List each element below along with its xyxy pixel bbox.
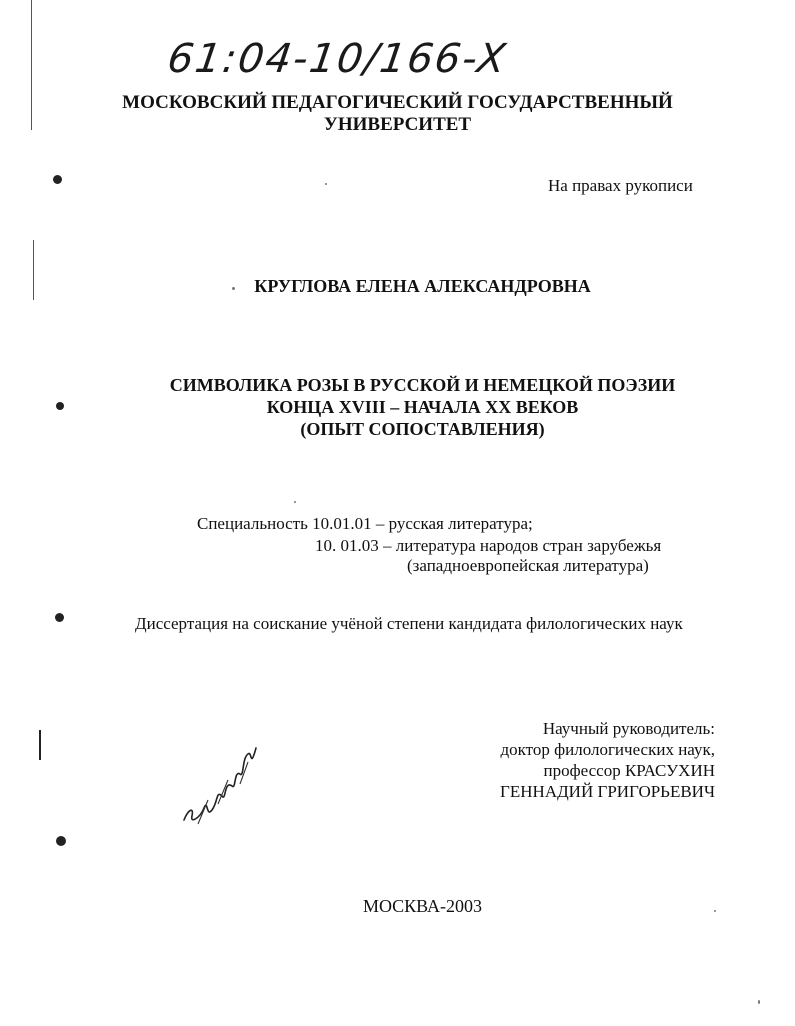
punch-hole-mark	[56, 836, 66, 846]
rights-notice: На правах рукописи	[548, 176, 693, 195]
specialty-line-1: Специальность 10.01.01 – русская литература;	[197, 514, 533, 533]
punch-hole-mark	[56, 402, 64, 410]
title-line-2: КОНЦА XVIII – НАЧАЛА XX ВЕКОВ	[266, 397, 579, 417]
university-line-1: МОСКОВСКИЙ ПЕДАГОГИЧЕСКИЙ ГОСУДАРСТВЕННЫЙ	[122, 92, 673, 113]
university-line-2: УНИВЕРСИТЕТ	[323, 114, 472, 135]
advisor-role: Научный руководитель:	[542, 719, 715, 738]
advisor-name-line-1: профессор КРАСУХИН	[543, 761, 715, 780]
title-line-1: СИМВОЛИКА РОЗЫ В РУССКОЙ И НЕМЕЦКОЙ ПОЭЗИИ	[169, 375, 676, 395]
advisor-degree: доктор филологических наук,	[500, 740, 715, 759]
author-name: КРУГЛОВА ЕЛЕНА АЛЕКСАНДРОВНА	[254, 276, 591, 296]
scan-speck	[758, 1000, 760, 1004]
university-name	[0, 92, 795, 136]
title-line-3: (ОПЫТ СОПОСТАВЛЕНИЯ)	[300, 419, 545, 439]
handwritten-signature	[178, 740, 268, 830]
specialty-line-2: 10. 01.03 – литература народов стран зарубежья	[315, 536, 662, 555]
scientific-advisor	[500, 718, 715, 802]
scan-edge-line	[33, 240, 34, 300]
scan-speck	[714, 910, 716, 912]
city-year: МОСКВА-2003	[362, 896, 483, 916]
dissertation-statement: Диссертация на соискание учёной степени кандидата филологических наук	[135, 614, 683, 633]
scan-speck	[232, 287, 235, 290]
specialty-line-3: (западноевропейская литература)	[407, 556, 649, 575]
scan-edge-line	[39, 730, 41, 760]
punch-hole-mark	[53, 175, 62, 184]
scan-edge-line	[31, 0, 32, 130]
scan-speck	[294, 501, 296, 503]
scan-speck	[325, 183, 327, 185]
advisor-name-line-2: ГЕННАДИЙ ГРИГОРЬЕВИЧ	[500, 782, 715, 801]
punch-hole-mark	[55, 613, 64, 622]
dissertation-title	[0, 374, 795, 440]
registration-number: 61:04-10/166-X	[164, 36, 511, 82]
